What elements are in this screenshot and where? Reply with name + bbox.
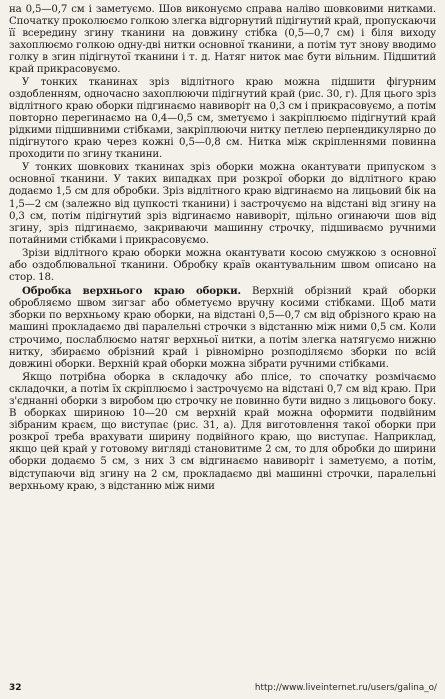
section-heading: Обробка верхнього краю оборки. xyxy=(22,285,241,298)
paragraph-1: на 0,5—0,7 см і заметуємо. Шов виконуємо справа наліво шовковими нитками. Спочатку проколюємо голкою злегка відгорнутий підігнутий край, пропускаючи її всередину згину тканини на довжину стібка (0,5—0,7 см) і біля виходу захоплюємо голкою одну-дві нитки основної тканини, а потім тут знову вводимо голку в згин підігнутої тканини і т. д. Натяг ниток має бути вільним. Підшитий край прикрасовуємо. xyxy=(9,4,436,76)
page-footer xyxy=(9,683,437,695)
paragraph-5-body: оборки обробляємо швом зигзаг або обметуємо вручну косими стібками. Щоб мати зборки по верхньому краю оборки, на відстані 0,5—0,7 см від обрізного краю на машині прокладаємо дві паралельні строчки з відстанню між ними 0,5 см. Коли строчимо, послаблюємо натяг верхньої нитки, а потім злегка натягуємо нижню нитку, збираємо обрізний край і рівномірно розподіляємо зборки по всій довжині оборки. Верхній край оборки можна зібрати ручними стібками. xyxy=(9,286,436,370)
watermark-url: http://www.liveinternet.ru/users/galina_o/ xyxy=(254,683,437,693)
paragraph-5 xyxy=(9,285,436,371)
section-heading-tail: Верхній обрізний край xyxy=(240,286,388,298)
paragraph-2: У тонких тканинах зріз відлітного краю можна підшити фігурним оздобленням, одночасно захоплюючи підігнутий край (рис. 30, г). Для цього зріз відлітного краю оборки підгинаємо навиворіт на 0,3 см і прикрасовуємо, а потім повторно перегинаємо на 0,4—0,5 см, зметуємо і закріплюємо підігнутий край рідкими підшивними стібками, закріплюючи нитку петлею перпендикулярно до підігнутого краю через кожні 0,5—0,8 см. Нитка між скріпленнями повинна проходити по згину тканини. xyxy=(9,76,436,161)
paragraph-6: Якщо потрібна оборка в складочку або плісе, то спочатку розмічаємо складочки, а потім їх скріплюємо і застрочуємо на відстані 0,7 см від краю. При з'єднанні оборки з виробом цю строчку не повинно бути видно з лицьового боку. В оборках шириною 10—20 см верхній край можна оформити подвійним зібраним краєм, що виступає (рис. 31, а). Для виготовлення такої оборки при розкрої треба врахувати ширину подвійного краю, що виступає. Наприклад, якщо цей край у готовому вигляді становитиме 2 см, то для обробки до ширини оборки додаємо 5 см, з них 3 см відгинаємо навиворіт і заметуємо, а потім, відступаючи від згину на 2 см, прокладаємо дві машинні строчки, паралельні верхньому краю, з відстанню між ними xyxy=(9,371,436,492)
page-number: 32 xyxy=(9,683,22,693)
paragraph-4: Зрізи відлітного краю оборки можна окантувати косою смужкою з основної або оздоблювальної тканини. Обробку країв окантувальним швом описано на стор. 18. xyxy=(9,247,436,284)
paragraph-3: У тонких шовкових тканинах зріз оборки можна окантувати припуском з основної тканини. У таких випадках при розкрої оборки до відлітного краю додаємо 1,5 см для обробки. Зріз відлітного краю відгинаємо на лицьовий бік на 1,5—2 см (залежно від цупкості тканини) і застрочуємо на відстані від згину на 0,3 см, потім підігнутий зріз відгинаємо навиворіт, щільно огинаючи шов від згину, зріз підгинаємо, закриваючи машинну строчку, підшиваємо ручними потайними стібками і прикрасовуємо. xyxy=(9,162,436,246)
page-text xyxy=(9,4,436,493)
